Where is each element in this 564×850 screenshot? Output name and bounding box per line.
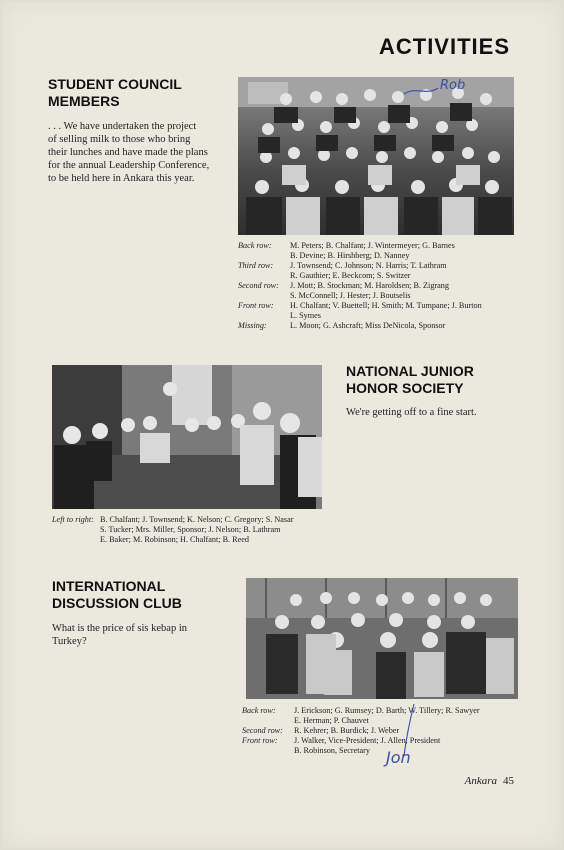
caption-row xyxy=(238,321,482,331)
caption-text: S. Tucker; Mrs. Miller, Sponsor; J. Nelson; B. Lathram xyxy=(100,525,281,534)
caption-label: Third row: xyxy=(238,261,274,270)
caption-text: J. Erickson; G. Rumsey; D. Barth; W. Tillery; R. Sawyer xyxy=(294,706,480,715)
honor-society-heading xyxy=(346,363,474,397)
signature-stroke xyxy=(384,700,424,758)
caption-label: Left to right: xyxy=(52,515,94,524)
honor-society-caption xyxy=(52,515,293,545)
caption-row xyxy=(242,706,480,716)
body-line: to be held here in Ankara this year. xyxy=(48,173,195,184)
caption-text: E. Herman; P. Chauvet xyxy=(294,716,369,725)
caption-label: Missing: xyxy=(238,321,267,330)
discussion-club-body xyxy=(52,622,187,648)
handwritten-note-text: Rob xyxy=(440,78,466,93)
caption-text: M. Peters; B. Chalfant; J. Wintermeyer; G. Barnes xyxy=(290,241,455,250)
caption-label: Second row: xyxy=(242,726,283,735)
caption-row xyxy=(238,241,482,251)
footer-place: Ankara xyxy=(464,775,497,787)
caption-row xyxy=(242,726,480,736)
handwritten-note-top xyxy=(440,78,465,93)
caption-text: B. Robinson, Secretary xyxy=(294,746,370,755)
caption-label: Back row: xyxy=(242,706,276,715)
body-line: for the annual Leadership Conference, xyxy=(48,160,210,171)
caption-text: J. Walker, Vice-President; J. Allen, President xyxy=(294,736,441,745)
caption-text: B. Chalfant; J. Townsend; K. Nelson; C. Gregory; S. Nasar xyxy=(100,515,294,524)
caption-text: R. Gauthier; E. Beckcom; S. Switzer xyxy=(290,271,411,280)
caption-text: L. Symes xyxy=(290,311,321,320)
heading-line: INTERNATIONAL xyxy=(52,578,166,594)
heading-line: DISCUSSION CLUB xyxy=(52,595,182,611)
caption-label: Front row: xyxy=(238,301,274,310)
caption-label: Back row: xyxy=(238,241,272,250)
discussion-club-photo xyxy=(246,578,518,699)
caption-text: E. Baker; M. Robinson; H. Chalfant; B. Reed xyxy=(100,535,249,544)
caption-row xyxy=(238,301,482,311)
page-number: 45 xyxy=(503,775,514,787)
body-line: Turkey? xyxy=(52,636,87,647)
caption-row xyxy=(52,515,293,525)
student-council-heading xyxy=(48,76,182,110)
caption-text: L. Moon; G. Ashcraft; Miss DeNicola, Sponsor xyxy=(290,321,446,330)
caption-text: S. McConnell; J. Hester; J. Boutselis xyxy=(290,291,411,300)
caption-text: B. Devine; B. Hirshberg; D. Nanney xyxy=(290,251,410,260)
caption-label: Front row: xyxy=(242,736,278,745)
body-line: We're getting off to a fine start. xyxy=(346,407,477,418)
heading-line: STUDENT COUNCIL xyxy=(48,76,182,92)
body-line: of selling milk to those who bring xyxy=(48,134,191,145)
honor-society-photo xyxy=(52,365,322,509)
caption-text: R. Kehrer; B. Burdick; J. Weber xyxy=(294,726,400,735)
body-line: their lunches and have made the plans xyxy=(48,147,208,158)
caption-text: J. Mott; B. Stockman; M. Haroldsen; B. Zigrang xyxy=(290,281,449,290)
caption-row xyxy=(238,281,482,291)
heading-line: HONOR SOCIETY xyxy=(346,380,464,396)
signature-text: Jon xyxy=(386,748,411,767)
caption-text: H. Chalfant; V. Buettell; H. Smith; M. Tumpane; J. Burton xyxy=(290,301,482,310)
caption-row xyxy=(242,736,480,746)
heading-line: MEMBERS xyxy=(48,93,120,109)
body-line: . . . We have undertaken the project xyxy=(48,121,197,132)
caption-row xyxy=(238,261,482,271)
page-title: ACTIVITIES xyxy=(378,34,510,59)
student-council-caption xyxy=(238,241,482,331)
caption-text: J. Townsend; C. Johnson; N. Harris; T. Lathram xyxy=(290,261,447,270)
page-footer xyxy=(465,775,514,787)
student-council-body xyxy=(48,120,209,185)
discussion-club-heading xyxy=(52,578,182,612)
body-line: What is the price of sis kebap in xyxy=(52,623,188,634)
caption-label: Second row: xyxy=(238,281,279,290)
discussion-club-caption xyxy=(242,706,480,756)
handwritten-scribble xyxy=(402,76,482,102)
honor-society-body xyxy=(346,406,477,419)
heading-line: NATIONAL JUNIOR xyxy=(346,363,474,379)
handwritten-signature xyxy=(386,748,411,767)
